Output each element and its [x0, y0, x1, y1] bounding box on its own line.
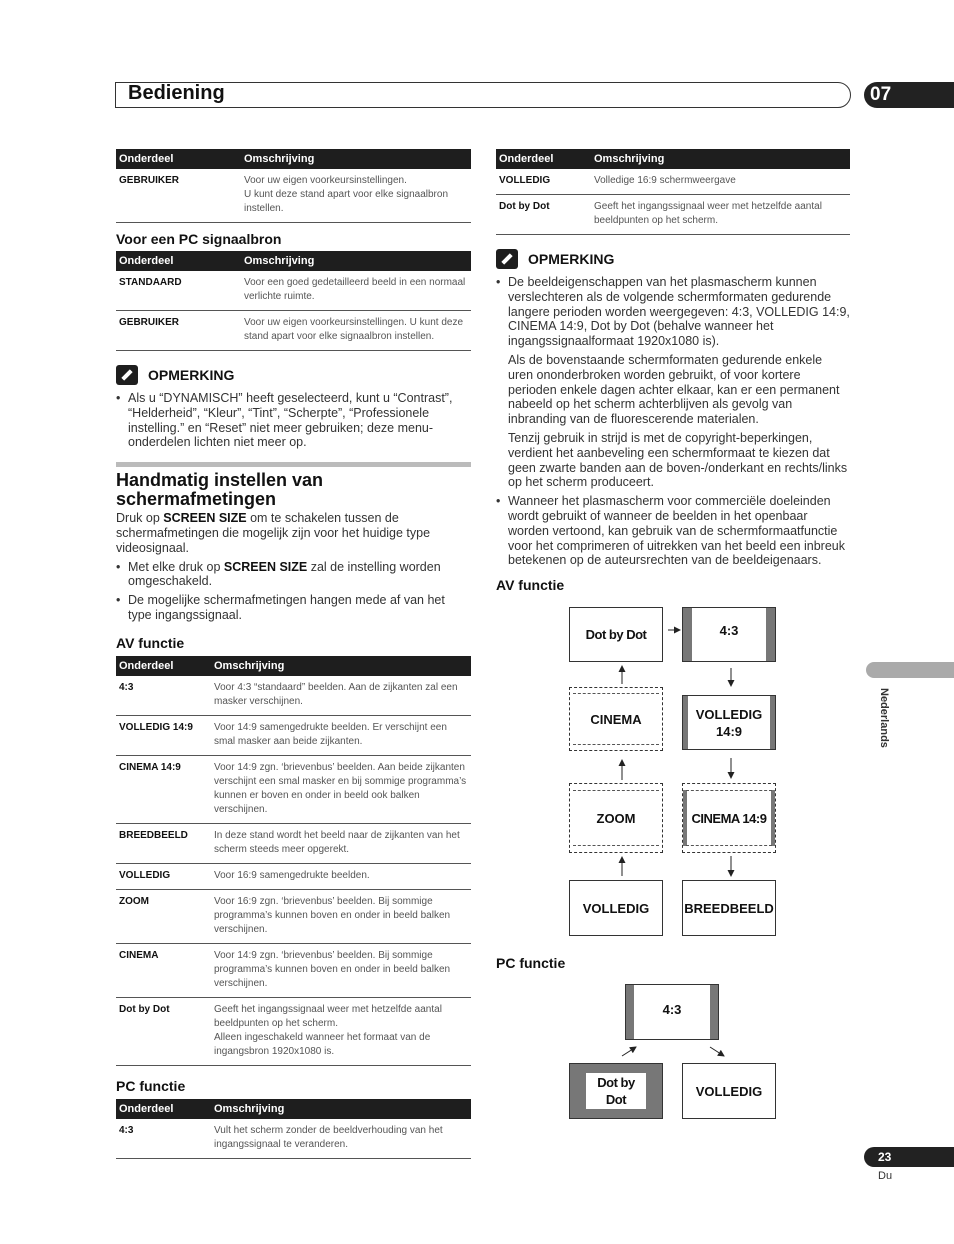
- note-paragraph: Als de bovenstaande schermformaten gedurende enkele uren ononderbroken worden gebruikt, of voor kortere perioden enkele dagen achter elkaar, kan er een permanent nabeeld op het scherm achterblijven als gevolg van inbranding van de fluorescerende materialen.: [508, 352, 840, 427]
- section-divider: [116, 462, 471, 467]
- note-heading: [496, 249, 850, 269]
- table-row: [116, 889, 471, 943]
- header-bar: [115, 82, 851, 108]
- table-row: [116, 271, 471, 311]
- col-header-description: Omschrijving: [211, 1099, 471, 1119]
- pc-mode-box-4-3: [625, 984, 719, 1040]
- row-description: Voor een goed gedetailleerd beeld in een normaal verlichte ruimte.: [241, 271, 471, 311]
- bullet-text: zal de instelling worden omgeschakeld.: [128, 559, 441, 589]
- screen-size-key: SCREEN SIZE: [223, 559, 308, 574]
- mode-label: 14:9: [715, 723, 743, 739]
- arrow-43-to-volledig: [710, 1047, 724, 1056]
- row-item: VOLLEDIG 14:9: [116, 715, 211, 755]
- row-description: Voor uw eigen voorkeursinstellingen. U kunt deze stand apart voor elke signaalbron instellen.: [241, 169, 471, 223]
- table-picture-size-cont: [496, 149, 850, 235]
- row-description: Geeft het ingangssignaal weer met hetzelfde aantal beeldpunten op het scherm. Alleen ingeschakeld wanneer het formaat van de ingangsbron 1920x1080 is.: [211, 997, 471, 1065]
- mode-label: Dot by Dot: [586, 1073, 646, 1109]
- col-header-description: Omschrijving: [241, 251, 471, 271]
- row-description: Voor 16:9 samengedrukte beelden.: [211, 863, 471, 889]
- row-item: CINEMA 14:9: [116, 755, 211, 823]
- note-bullet: • De beeldeigenschappen van het plasmascherm kunnen verslechteren als de volgende schermformaten gedurende langere perioden worden weergegeven: 4:3, VOLLEDIG 14:9, CINEMA 14:9, Dot by Dot (behalve wanneer het ingangssignaalformaat 1920x1080 is).: [496, 275, 850, 349]
- chapter-number: 07: [864, 82, 954, 108]
- row-description: Vult het scherm zonder de beeldverhouding van het ingangssignaal te veranderen.: [211, 1119, 471, 1159]
- row-item: Dot by Dot: [496, 195, 591, 235]
- side-mask: [626, 985, 634, 1039]
- table-row: [116, 169, 471, 223]
- note-title: OPMERKING: [528, 251, 615, 267]
- table-row: [496, 195, 850, 235]
- row-description: Voor 14:9 samengedrukte beelden. Er verschijnt een smal masker aan beide zijkanten.: [211, 715, 471, 755]
- row-item: 4:3: [116, 1119, 211, 1159]
- language-side-label: Nederlands: [878, 688, 890, 748]
- row-description: Voor 14:9 zgn. ‘brievenbus’ beelden. Aan beide zijkanten verschijnt een smal masker en bij sommige programma’s kunnen er boven en onder in beeld ook balken verschijnen.: [211, 755, 471, 823]
- table-row: [116, 997, 471, 1065]
- col-header-item: Onderdeel: [116, 656, 211, 676]
- mode-label: VOLLEDIG: [582, 900, 650, 916]
- row-item: ZOOM: [116, 889, 211, 943]
- bullet-item: [116, 560, 471, 590]
- col-header-description: Omschrijving: [591, 149, 850, 169]
- av-cycle-arrows: [560, 600, 790, 940]
- av-function-heading: AV functie: [116, 634, 185, 651]
- mode-label: CINEMA: [590, 711, 642, 727]
- note-paragraph: Tenzij gebruik in strijd is met de copyright-beperkingen, verdient het aanbeveling een schermformaat te kiezen dat geen zwarte banden aan de boven-/onderkant en rechts/links op het scherm produceert.: [508, 430, 848, 490]
- row-description: Voor uw eigen voorkeursinstellingen. U kunt deze stand apart voor elke signaalbron instellen.: [241, 311, 471, 351]
- row-description: Volledige 16:9 schermweergave: [591, 169, 850, 195]
- table-row: [116, 676, 471, 716]
- mode-label: VOLLEDIG: [695, 1083, 763, 1099]
- screen-size-key: SCREEN SIZE: [163, 511, 247, 526]
- table-row: [116, 823, 471, 863]
- col-header-description: Omschrijving: [211, 656, 471, 676]
- table-row: [116, 715, 471, 755]
- col-header-description: Omschrijving: [241, 149, 471, 169]
- pc-function-heading: PC functie: [116, 1077, 186, 1094]
- row-item: VOLLEDIG: [496, 169, 591, 195]
- mode-label: BREEDBEELD: [684, 900, 774, 916]
- av-function-diagram-heading: AV functie: [496, 577, 565, 593]
- row-item: GEBRUIKER: [116, 169, 241, 223]
- section-title: Handmatig instellen van schermafmetingen: [116, 470, 324, 510]
- bullet-item: • De mogelijke schermafmetingen hangen mede af van het type ingangssignaal.: [116, 593, 471, 623]
- pencil-note-icon: [116, 365, 138, 385]
- pc-mode-box-volledig: [682, 1063, 776, 1119]
- pc-function-diagram-heading: PC functie: [496, 955, 566, 971]
- note-title: OPMERKING: [148, 367, 235, 383]
- table-pc-source: [116, 251, 471, 351]
- table-row: [116, 863, 471, 889]
- bullet-text: Met elke druk op: [128, 559, 224, 574]
- table-picture-mode: [116, 149, 471, 223]
- right-column: [496, 149, 850, 568]
- col-header-item: Onderdeel: [116, 149, 241, 169]
- intro-text: Druk op: [116, 511, 164, 526]
- col-header-item: Onderdeel: [496, 149, 591, 169]
- mode-label: CINEMA 14:9: [691, 810, 767, 826]
- row-item: VOLLEDIG: [116, 863, 211, 889]
- table-pc-function: [116, 1099, 471, 1159]
- row-item: BREEDBEELD: [116, 823, 211, 863]
- row-description: Voor 16:9 zgn. ‘brievenbus’ beelden. Bij sommige programma’s kunnen boven en onder in beeld balken verschijnen.: [211, 889, 471, 943]
- pencil-note-icon: [496, 249, 518, 269]
- arrow-dotbydot-to-43: [622, 1047, 636, 1056]
- table-row: [496, 169, 850, 195]
- table-row: [116, 943, 471, 997]
- note-text: • Als u “DYNAMISCH” heeft geselecteerd, kunt u “Contrast”, “Helderheid”, “Kleur”, “Tint”, “Scherpte”, “Professionele instelling.” en “Reset” niet meer gebruiken; deze menu-onderdelen lichten niet meer op.: [116, 391, 471, 450]
- intro-text: om te schakelen tussen de schermafmetingen die mogelijk zijn voor het huidige type videosignaal.: [116, 511, 431, 555]
- mode-label: VOLLEDIG: [695, 706, 763, 722]
- note-bullet: • Wanneer het plasmascherm voor commerciële doeleinden wordt gebruikt of wanneer de beelden in het openbaar worden vertoond, kan gebruik van de schermformaatfunctie voor het comprimeren of uitrekken van het beeld een inbreuk betekenen op de auteursrechten van de beeldeigenaars.: [496, 494, 850, 568]
- col-header-item: Onderdeel: [116, 1099, 211, 1119]
- row-description: Geeft het ingangssignaal weer met hetzelfde aantal beeldpunten op het scherm.: [591, 195, 850, 235]
- row-description: Voor 4:3 “standaard” beelden. Aan de zijkanten zal een masker verschijnen.: [211, 676, 471, 716]
- row-item: STANDAARD: [116, 271, 241, 311]
- side-mask: [710, 985, 718, 1039]
- table-row: [116, 1119, 471, 1159]
- pc-mode-box-dot-by-dot: [569, 1063, 663, 1119]
- pc-source-heading: Voor een PC signaalbron: [116, 231, 282, 247]
- mode-label: ZOOM: [596, 810, 636, 826]
- table-row: [116, 755, 471, 823]
- table-av-function: [116, 656, 471, 1066]
- mode-label: 4:3: [719, 623, 739, 638]
- table-row: [116, 311, 471, 351]
- row-description: Voor 14:9 zgn. ‘brievenbus’ beelden. Bij sommige programma’s kunnen boven en onder in beeld balken verschijnen.: [211, 943, 471, 997]
- row-item: Dot by Dot: [116, 997, 211, 1065]
- note-heading: [116, 365, 471, 385]
- pc-cycle-arrows: [610, 1040, 740, 1065]
- col-header-item: Onderdeel: [116, 251, 241, 271]
- row-item: GEBRUIKER: [116, 311, 241, 351]
- mode-label: 4:3: [662, 1002, 682, 1017]
- page-number: 23: [864, 1147, 954, 1167]
- page-language: Du: [878, 1170, 893, 1182]
- row-description: In deze stand wordt het beeld naar de zijkanten van het scherm steeds meer opgerekt.: [211, 823, 471, 863]
- language-side-tab: [866, 662, 954, 678]
- row-item: 4:3: [116, 676, 211, 716]
- mode-label: Dot by Dot: [585, 627, 647, 642]
- row-item: CINEMA: [116, 943, 211, 997]
- left-column: [116, 149, 471, 1159]
- intro-paragraph: [116, 511, 471, 555]
- page-title: Bediening: [128, 82, 225, 104]
